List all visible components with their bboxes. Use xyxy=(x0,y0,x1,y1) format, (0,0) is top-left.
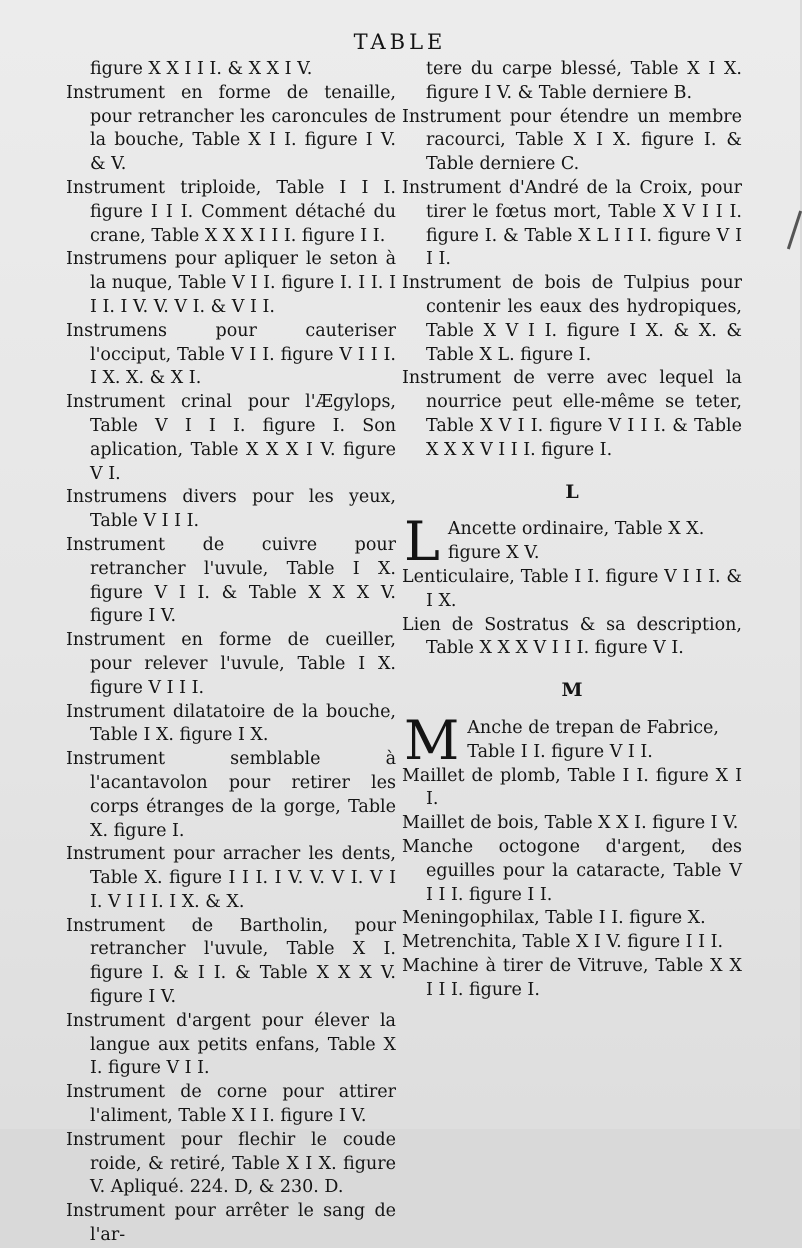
index-entry: Maillet de bois, Table X X I. figure I V. xyxy=(402,813,739,834)
index-entry: Instrument pour arrêter le sang de l'ar- xyxy=(66,1201,396,1246)
index-entry: Instrumens pour apliquer le seton à la nuque, Table V I I. figure I. I I. I I I. I V. V. V I. & V I I. xyxy=(66,249,396,317)
drop-cap: L xyxy=(404,510,440,574)
index-entry: Instrumens pour cauteriser l'occiput, Table V I I. figure V I I I. I X. X. & X I. xyxy=(66,320,396,389)
index-entry: Lien de Sostratus & sa description, Table X X X V I I I. figure V I. xyxy=(402,614,742,659)
index-entry: Instrument de cuivre pour retrancher l'uvule, Table I X. figure V I I. & Table X X X V. figure I V. xyxy=(66,534,396,627)
index-entry: Manche octogone d'argent, des eguilles pour la cataracte, Table V I I I. figure I I. xyxy=(402,836,742,905)
index-entry: Instrumens divers pour les yeux, Table V I I I. xyxy=(66,487,396,532)
page-header: TABLE xyxy=(353,30,447,54)
index-entry: Instrument en forme de tenaille, pour retrancher les caroncules de la bouche, Table X I I. figure I V. & V. xyxy=(66,82,396,175)
index-entry: Instrument de verre avec lequel la nourrice peut elle-même se teter, Table X V I I. figure V I I I. & Table X X X V I I I. figure I. xyxy=(402,368,742,460)
index-entry: Instrument en forme de cueiller, pour relever l'uvule, Table I X. figure V I I I. xyxy=(66,630,396,698)
section-letter: M xyxy=(561,679,583,702)
index-entry: Machine à tirer de Vitruve, Table X X I I I. figure I. xyxy=(402,955,742,1000)
index-entry: Instrument pour flechir le coude roide, & retiré, Table X I X. figure V. Apliqué. 224. D, & 230. D. xyxy=(66,1129,396,1198)
index-entry: Instrument d'André de la Croix, pour tirer le fœtus mort, Table X V I I I. figure I. & Table X L I I I. figure V I I I. xyxy=(402,177,742,270)
drop-cap: M xyxy=(404,708,460,772)
index-entry: Maillet de plomb, Table I I. figure X I I. xyxy=(402,765,742,810)
index-entry: Instrument d'argent pour élever la langue aux petits enfans, Table X I. figure V I I. xyxy=(66,1010,396,1079)
section-letter: L xyxy=(565,480,579,503)
index-entry: Instrument semblable à l'acantavolon pour retirer les corps étranges de la gorge, Table X. figure I. xyxy=(66,749,396,841)
index-entry: Instrument de Bartholin, pour retrancher l'uvule, Table X I. figure I. & I I. & Table X X X V. figure I V. xyxy=(66,915,396,1008)
page-edge-mark xyxy=(787,211,802,250)
left-column xyxy=(66,58,396,1248)
entry-text: Anche de trepan de Fabrice, Table I I. figure V I I. xyxy=(467,717,719,762)
index-entry: Instrument de corne pour attirer l'aliment, Table X I I. figure I V. xyxy=(66,1082,396,1127)
index-entry: Lenticulaire, Table I I. figure V I I I. & I X. xyxy=(402,566,742,611)
index-entry-continued: figure X X I I I. & X X I V. xyxy=(90,59,313,79)
index-entry-continued: tere du carpe blessé, Table X I X. figure I V. & Table derniere B. xyxy=(426,59,742,103)
right-column xyxy=(402,58,742,1002)
index-entry: Instrument dilatatoire de la bouche, Table I X. figure I X. xyxy=(66,701,396,746)
index-entry: Instrument de bois de Tulpius pour contenir les eaux des hydropiques, Table X V I I. figure I X. & X. & Table X L. figure I. xyxy=(402,273,742,365)
index-entry-initial xyxy=(402,708,742,772)
index-entry: Instrument pour étendre un membre racourci, Table X I X. figure I. & Table derniere C. xyxy=(402,106,742,175)
index-entry: Instrument pour arracher les dents, Table X. figure I I I. I V. V. V I. V I I. V I I I. I X. & X. xyxy=(66,844,396,912)
index-entry: Instrument triploide, Table I I I. figure I I I. Comment détaché du crane, Table X X X I I I. figure I I. xyxy=(66,177,396,246)
entry-text: Ancette ordinaire, Table X X. figure X V. xyxy=(447,519,705,564)
index-entry: Meningophilax, Table I I. figure X. xyxy=(402,908,706,929)
index-entry: Instrument crinal pour l'Ægylops, Table V I I I. figure I. Son aplication, Table X X X I V. figure V I. xyxy=(66,392,396,484)
index-entry: Metrenchita, Table X I V. figure I I I. xyxy=(402,932,724,953)
index-entry-initial xyxy=(402,510,742,574)
